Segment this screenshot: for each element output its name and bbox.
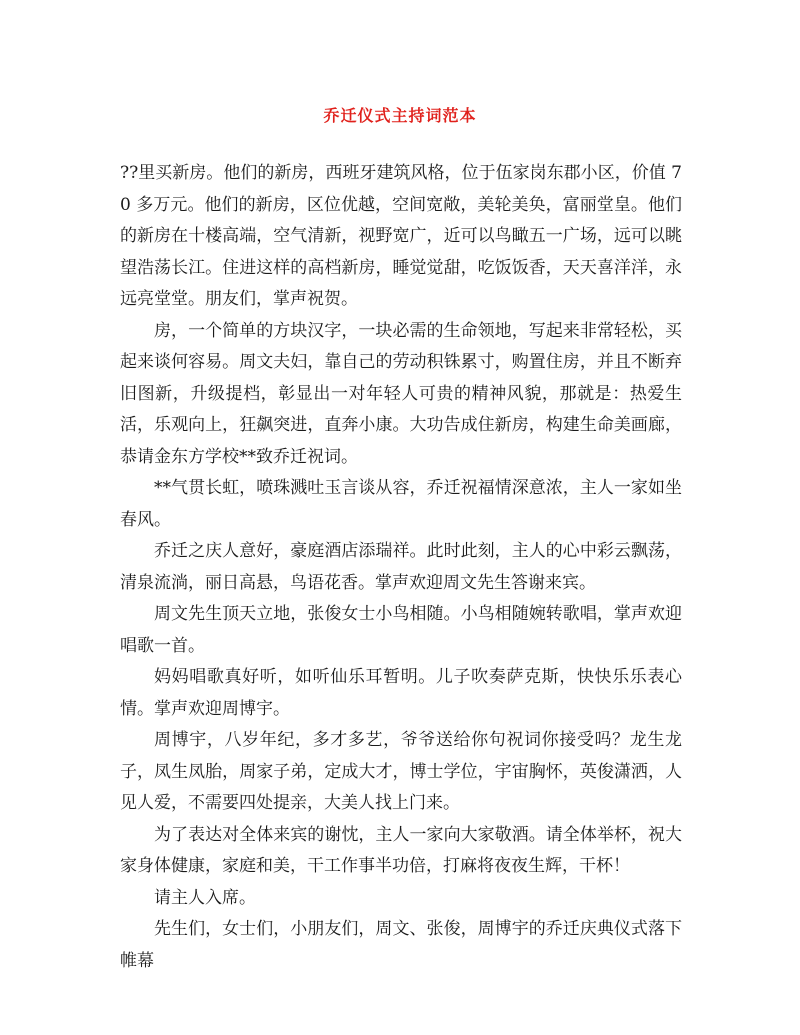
document-title: 乔迁仪式主持词范本 <box>323 106 477 125</box>
document-body <box>120 158 682 977</box>
paragraph: 先生们，女士们，小朋友们，周文、张俊，周博宇的乔迁庆典仪式落下帷幕 <box>120 919 682 971</box>
paragraph: ??里买新房。他们的新房，西班牙建筑风格，位于伍家岗东郡小区，价值 70 多万元。他们的新房，区位优越，空间宽敞，美轮美奂，富丽堂皇。他们的新房在十楼高端，空气清新，视野宽广，近可以鸟瞰五一广场，远可以眺望浩荡长江。住进这样的高档新房，睡觉觉甜，吃饭饭香，天天喜洋洋，永远亮堂堂。朋友们，掌声祝贺。 <box>120 163 682 309</box>
paragraph: **气贯长虹，喷珠溅吐玉言谈从容，乔迁祝福情深意浓，主人一家如坐春风。 <box>120 478 682 530</box>
paragraph: 请主人入席。 <box>154 887 256 908</box>
paragraph: 房，一个简单的方块汉字，一块必需的生命领地，写起来非常轻松，买起来谈何容易。周文夫妇，靠自己的劳动积铢累寸，购置住房，并且不断弃旧图新，升级提档，彰显出一对年轻人可贵的精神风貌，那就是：热爱生活，乐观向上，狂飙突进，直奔小康。大功告成住新房，构建生命美画廊，恭请金东方学校**致乔迁祝词。 <box>120 320 682 467</box>
paragraph: 为了表达对全体来宾的谢忱，主人一家向大家敬酒。请全体举杯，祝大家身体健康，家庭和美，干工作事半功倍，打麻将夜夜生辉，干杯！ <box>120 824 682 876</box>
paragraph: 周文先生顶天立地，张俊女士小鸟相随。小鸟相随婉转歌唱，掌声欢迎唱歌一首。 <box>120 604 682 656</box>
paragraph: 妈妈唱歌真好听，如听仙乐耳暂明。儿子吹奏萨克斯，快快乐乐表心情。掌声欢迎周博宇。 <box>120 667 682 719</box>
paragraph: 周博宇，八岁年纪，多才多艺，爷爷送给你句祝词你接受吗？龙生龙子，凤生凤胎，周家子弟，定成大才，博士学位，宇宙胸怀，英俊潇洒，人见人爱，不需要四处提亲，大美人找上门来。 <box>120 730 682 813</box>
paragraph: 乔迁之庆人意好，豪庭酒店添瑞祥。此时此刻，主人的心中彩云飘荡，清泉流淌，丽日高悬，鸟语花香。掌声欢迎周文先生答谢来宾。 <box>120 541 682 593</box>
